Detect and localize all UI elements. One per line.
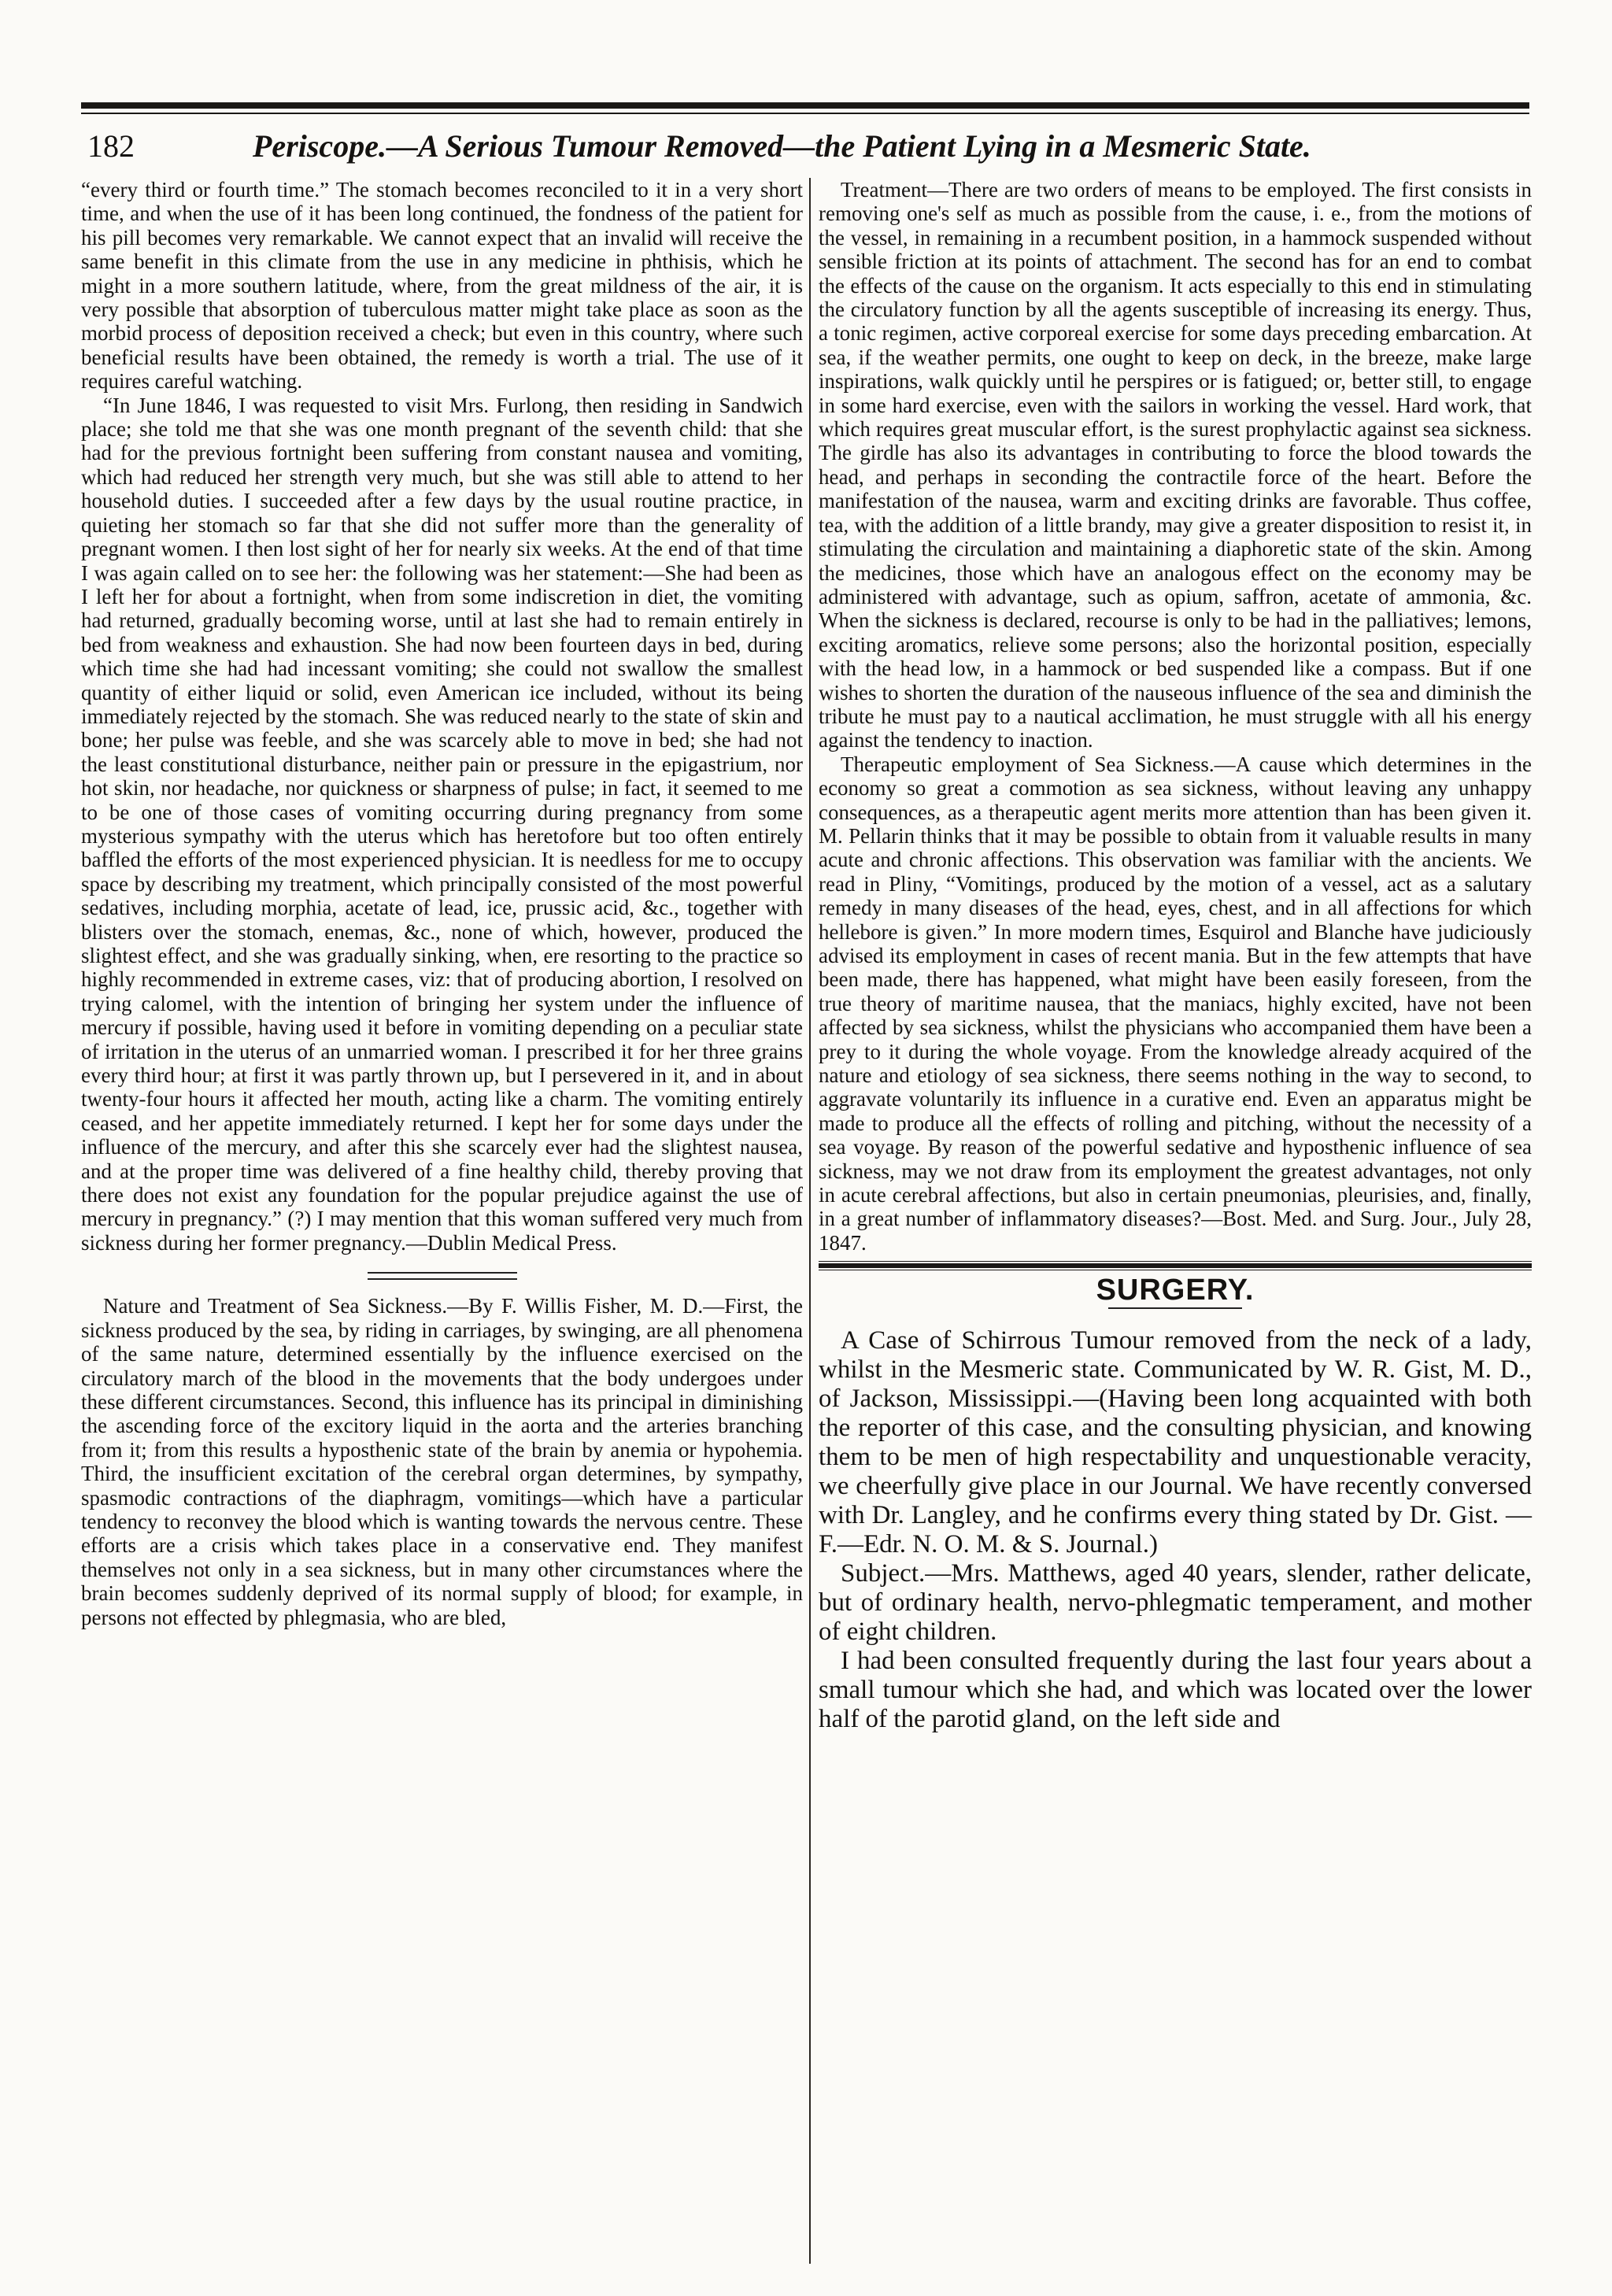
header-thin-rule — [81, 113, 1529, 114]
paragraph-treatment: Treatment—There are two orders of means to be employed. The first consists in removing one's self as much as possible from the cause, i. e., from the motions of the vessel, in remaining in a recumbent position, in a hammock suspended without sensible friction at its points of attachment. The second has for an end to combat the effects of the cause on the organism. It acts especially to this end in stimulating the circulatory function by all the agents susceptible of increasing its energy. Thus, a tonic regimen, active corporeal exercise for some days preceding embarcation. At sea, if the weather permits, one ought to keep on deck, in the breeze, make large inspirations, walk quickly until he perspires or is fatigued; or, better still, to engage in some hard exercise, even with the sailors in working the vessel. Hard work, that which requires great muscular effort, is the surest prophylactic against sea sickness. The girdle has also its advantages in contributing to force the blood towards the head, and perhaps in seconding the contractile force of the heart. Before the manifestation of the nausea, warm and exciting drinks are favorable. Thus coffee, tea, with the addition of a little brandy, may give a greater disposition to resist it, in stimulating the circulation and maintaining a diaphoretic state of the skin. Among the medicines, those which have an analogous effect on the economy may be administered with advantage, such as opium, saffron, acetate of ammonia, &c. When the sickness is declared, recourse is only to be had in the palliatives; lemons, exciting aromatics, relieve some persons; also the horizontal position, especially with the head low, in a hammock or bed suspended like a compass. But if one wishes to shorten the duration of the nauseous influence of the sea and diminish the tribute he must pay to a nautical acclimation, he must struggle with all his energy against the tendency to inaction. — [819, 178, 1532, 752]
surgery-paragraph-intro: A Case of Schirrous Tumour removed from the neck of a lady, whilst in the Mesmeric state. Communicated by W. R. Gist, M. D., of Jackson, Mississippi.—(Having been long acquainted with both the reporter of this case, and the consulting physician, and knowing them to be men of high respectability and unquestionable veracity, we cheerfully give place in our Journal. We have recently conversed with Dr. Langley, and he confirms every thing stated by Dr. Gist. —F.—Edr. N. O. M. & S. Journal.) — [819, 1325, 1532, 1558]
surgery-paragraph-history: I had been consulted frequently during the last four years about a small tumour which she had, and which was located over the lower half of the parotid gland, on the left side and — [819, 1646, 1532, 1733]
header-heavy-rule — [81, 102, 1529, 109]
right-column — [819, 178, 1532, 1734]
paragraph-phthisis: “every third or fourth time.” The stomach becomes reconciled to it in a very short time, and when the use of it has been long continued, the fondness of the patient for his pill becomes very remarkable. We cannot expect that an invalid will receive the same benefit in this climate from the use in any medicine in phthisis, which he might in a more southern latitude, where, from the great mildness of the air, it is very possible that absorption of tuberculous matter might take place as soon as the morbid process of deposition received a check; but even in this country, where such beneficial results have been obtained, the remedy is worth a trial. The use of it requires careful watching. — [81, 178, 803, 394]
column-divider — [809, 178, 811, 2264]
surgery-paragraph-subject: Subject.—Mrs. Matthews, aged 40 years, slender, rather delicate, but of ordinary health, nervo-phlegmatic temperament, and mother of eight children. — [819, 1558, 1532, 1646]
section-title-surgery: SURGERY. — [1096, 1274, 1255, 1307]
left-column — [81, 178, 803, 1629]
surgery-heavy-rule — [819, 1261, 1532, 1270]
surgery-article — [819, 1326, 1532, 1734]
paragraph-sea-sickness: Nature and Treatment of Sea Sickness.—By F. Willis Fisher, M. D.—First, the sickness produced by the sea, by riding in carriages, by swinging, are all phenomena of the same nature, determined essentially by the influence exercised on the circulatory march of the blood in the movements that the body undergoes under these different circumstances. Second, this influence has its principal in diminishing the ascending force of the excitory liquid in the aorta and the arteries branching from it; from this results a hyposthenic state of the brain by anemia or hypohemia. Third, the insufficient excitation of the cerebral organ determines, by sympathy, spasmodic contractions of the diaphragm, vomitings—which have a particular tendency to reconvey the blood which is wanting towards the nervous centre. These efforts are a crisis which takes place in a conservative end. They manifest themselves not only in a sea sickness, but in many other circumstances where the brain becomes suddenly deprived of its normal supply of blood; for example, in persons not effected by phlegmasia, who are bled, — [81, 1294, 803, 1629]
running-title: Periscope.—A Serious Tumour Removed—the Patient Lying in a Mesmeric State. — [253, 128, 1311, 164]
page-number: 182 — [87, 128, 135, 164]
page-header — [81, 126, 1529, 173]
paragraph-case-report: “In June 1846, I was requested to visit Mrs. Furlong, then residing in Sandwich place; she told me that she was one month pregnant of the seventh child: that she had for the previous fortnight been suffering from constant nausea and vomiting, which had reduced her strength very much, but she was still able to attend to her household duties. I succeeded after a few days by the usual routine practice, in quieting her stomach so far that she did not suffer more than the generality of pregnant women. I then lost sight of her for nearly six weeks. At the end of that time I was again called on to see her: the following was her statement:—She had been as I left her for about a fortnight, when from some indiscretion in diet, the vomiting had returned, gradually becoming worse, until at last she had to remain entirely in bed from weakness and exhaustion. She had now been fourteen days in bed, during which time she had had incessant vomiting; she could not swallow the smallest quantity of either liquid or solid, even American ice included, without its being immediately rejected by the stomach. She was reduced nearly to the state of skin and bone; her pulse was feeble, and she was scarcely able to move in bed; she had not the least constitutional disturbance, neither pain or pressure in the epigastrium, nor hot skin, nor headache, nor quickness or sharpness of pulse; in fact, it seemed to me to be one of those cases of vomiting occurring during pregnancy from some mysterious sympathy with the uterus which has heretofore but too often entirely baffled the efforts of the most experienced physician. It is needless for me to occupy space by describing my treatment, which principally consisted of the most powerful sedatives, including morphia, acetate of lead, ice, prussic acid, &c., together with blisters over the stomach, enemas, &c., none of which, however, produced the slightest effect, and she was gradually sinking, when, ere resorting to the practice so highly recommended in extreme cases, viz: that of producing abortion, I resolved on trying calomel, with the intention of bringing her system under the influence of mercury if possible, having used it before in vomiting depending on a peculiar state of irritation in the uterus of an unmarried woman. I prescribed it for her three grains every third hour; at first it was partly thrown up, but I persevered in it, and in about twenty-four hours it affected her mouth, acting like a charm. The vomiting entirely ceased, and her appetite immediately returned. I kept her for some days under the influence of the mercury, and after this she scarcely ever had the slightest nausea, and at the proper time was delivered of a fine healthy child, thereby proving that there does not exist any foundation for the popular prejudice against the use of mercury in pregnancy.” (?) I may mention that this woman suffered very much from sickness during her former pregnancy.—Dublin Medical Press. — [81, 393, 803, 1255]
paragraph-therapeutic: Therapeutic employment of Sea Sickness.—A cause which determines in the economy so great a commotion as sea sickness, without leaving any unhappy consequences, as a therapeutic agent merits more attention than has been given it. M. Pellarin thinks that it may be possible to obtain from it valuable results in many acute and chronic affections. This observation was familiar with the ancients. We read in Pliny, “Vomitings, produced by the motion of a vessel, act as a salutary remedy in many diseases of the head, eyes, chest, and in all affections for which hellebore is given.” In more modern times, Esquirol and Blanche have judiciously advised its employment in cases of recent mania. But in the few attempts that have been made, there has happened, what might have been easily foreseen, from the true theory of maritime nausea, that the maniacs, highly excited, have not been affected by sea sickness, whilst the physicians who accompanied them have been a prey to it during the whole voyage. From the knowledge already acquired of the nature and etiology of sea sickness, there seems nothing in the way to second, to aggravate voluntarily its influence in a curative end. Even an apparatus might be made to produce all the effects of rolling and pitching, without the necessity of a sea voyage. By reason of the powerful sedative and hyposthenic influence of sea sickness, may we not draw from its employment the greatest advantages, not only in acute cerebral affections, but also in certain pneumonias, pleurisies, and, finally, in a great number of inflammatory diseases?—Bost. Med. and Surg. Jour., July 28, 1847. — [819, 752, 1532, 1255]
section-divider — [368, 1272, 517, 1280]
surgery-rule — [1108, 1307, 1242, 1309]
